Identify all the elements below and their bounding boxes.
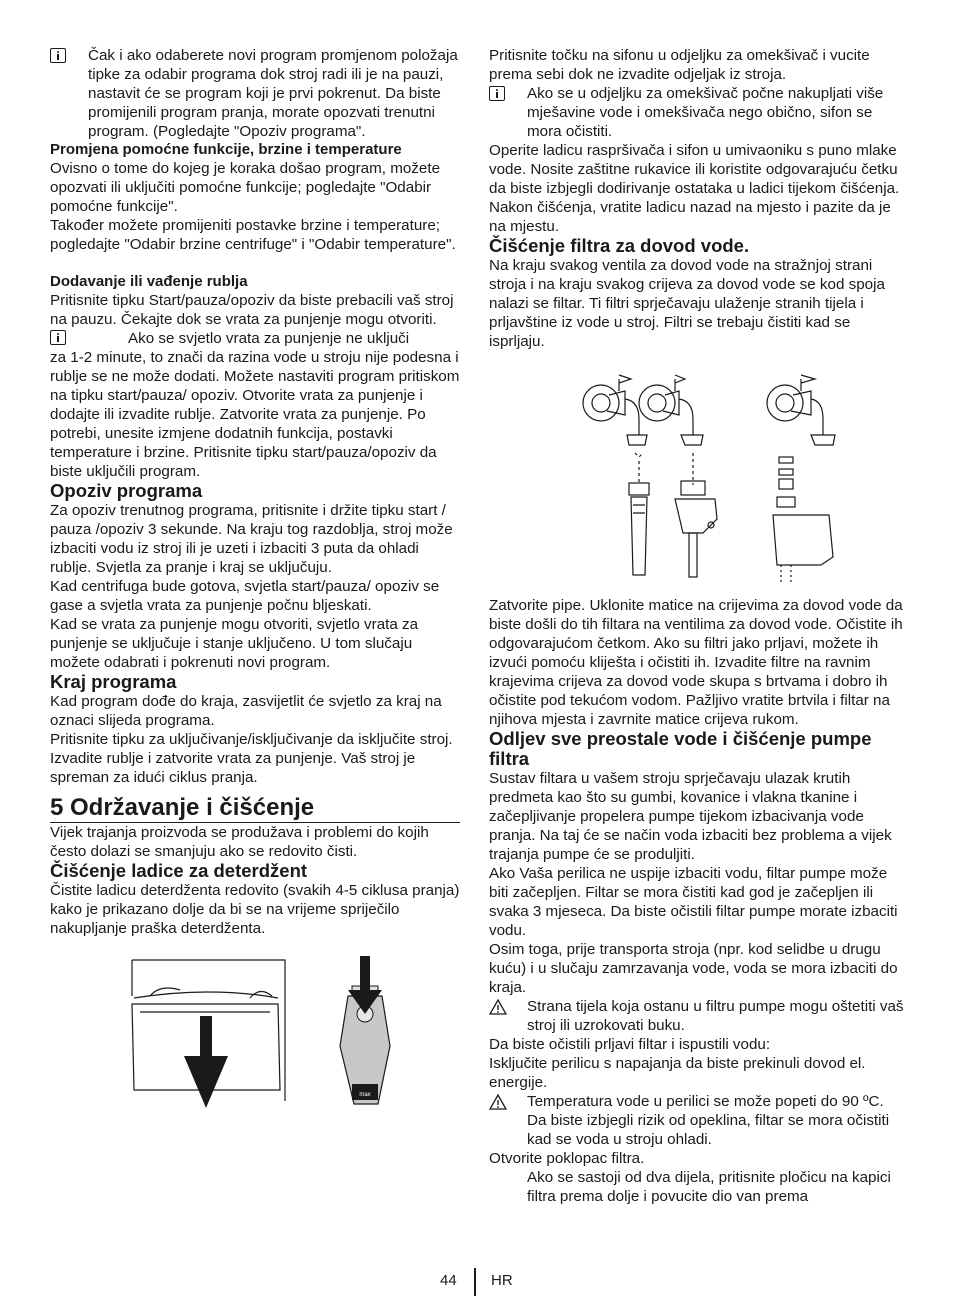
heading-end-program: Kraj programa [50,671,177,692]
heading-change-functions: Promjena pomoćne funkcije, brzine i temperature [50,141,402,158]
paragraph: Ako se sastoji od dva dijela, pritisnite pločicu na kapici filtra prema dolje i povucite dio van prema [527,1169,891,1205]
paragraph: Osim toga, prije transporta stroja (npr. kod selidbe u drugu kuću) i u slučaju zamrzavanja vode, voda se mora izbaciti do kraja. [489,941,898,996]
paragraph: Ako Vaša perilica ne uspije izbaciti vodu, filtar pumpe može biti začepljen. Filtar se mora čistiti kad god je začepljen ili svaka 3 mjeseca. Da biste očistili filtar pumpe morate izbaciti vodu. [489,865,898,939]
paragraph: Na kraju svakog ventila za dovod vode na stražnjoj strani stroja i na kraju svakog crijeva za dovod vode se kod spoja nalazi se filtar. Ti filtri sprječavaju ulaženje stranih tijela i prljavštine iz vode u stroj. Filtri se trebaju čistiti kad se isprljaju. [489,257,885,350]
warning-note-foreign-objects [489,997,905,1035]
heading-cancel-program: Opoziv programa [50,480,203,501]
info-note-door-light [50,329,460,481]
info-icon [50,330,66,345]
paragraph: Isključite perilicu s napajanja da biste prekinuli dovod el. energije. [489,1055,866,1091]
heading-clean-inlet-filter: Čišćenje filtra za dovod vode. [489,235,750,256]
heading-clean-drawer: Čišćenje ladice za deterdžent [50,860,308,881]
warning-note-hot-water [489,1092,905,1149]
heading-add-remove-laundry: Dodavanje ili vađenje rublja [50,273,248,290]
info-note-softener [489,84,905,141]
note-text: Ako se svjetlo vrata za punjenje ne uključi [128,330,410,347]
max-label: max [359,1092,371,1098]
note-text: Strana tijela koja ostanu u filtru pumpe mogu oštetiti vaš stroj ili uzrokovati buku. [527,998,904,1034]
paragraph: Pritisnite tipku za uključivanje/isključivanje da isključite stroj. Izvadite rublje i zatvorite vrata za punjenje. Vaš stroj je spreman za idući ciklus pranja. [50,731,453,786]
paragraph: Vijek trajanja proizvoda se produžava i problemi do kojih često dolazi se smanjuju ako se redovito čisti. [50,824,429,860]
paragraph: Pritisnite tipku Start/pauza/opoziv da biste prebacili vaš stroj na pauzu. Čekajte dok se vrata za punjenje mogu otvoriti. [50,292,454,328]
paragraph: Kad se vrata za punjenje mogu otvoriti, svjetlo vrata za punjenje se uključuje i stanje uključeno. U tom slučaju možete odabrati i pokrenuti novi program. [50,616,419,671]
info-note-program-change [50,46,460,141]
left-column [50,46,460,1111]
paragraph: Za opoziv trenutnog programa, pritisnite i držite tipku start / pauza /opoziv 3 sekunde. Na kraju tog razdoblja, stroj može izbaciti vodu iz stroj ili je uzeti i izbaciti 3 puta da ohladi rublje. Svjetla za pranje i kraj se uključuju. [50,502,453,576]
paragraph: Sustav filtara u vašem stroju sprječavaju ulazak krutih predmeta kao što su gumbi, kovanice i vlakna tkanine i začepljivanje propelera pumpe tijekom izbacivanja vode pranja. Na taj će se način voda izbaciti bez problema a vijek trajanja pumpe će se produljiti. [489,770,892,863]
paragraph: Operite ladicu raspršivača i sifon u umivaoniku s puno mlake vode. Nosite zaštitne rukavice ili koristite odgovarajuću četku da biste izbjegli dodirivanje ostataka u ladici tijekom čišćenja. Nakon čišćenja, vratite ladicu nazad na mjesto i pazite da je na mjestu. [489,142,900,235]
paragraph: Također možete promijeniti postavke brzine i temperature; pogledajte "Odabir brzine centrifuge" i "Odabir temperature". [50,217,456,253]
page-number: 44 [440,1272,457,1289]
footer-divider [474,1268,476,1296]
section-title-maintenance: 5 Održavanje i čišćenje [50,795,460,823]
paragraph: Zatvorite pipe. Uklonite matice na crijevima za dovod vode da biste došli do tih filtara na ventilima za dovod vode. Očistite ih odgovarajućom četkom. Ako su filtri jako prljavi, možete ih izvući pomoću kliješta i očistiti ih. Izvadite filtre na ravnim krajevima crijeva za dovod vode skupa s brtvama i dobro ih očistite pod tekućom vodom. Pažljivo vratite brtvila i filtar na njihova mjesta i zavrnite matice crijeva rukom. [489,597,903,728]
paragraph: Kad centrifuga bude gotova, svjetla start/pauza/ opoziv se gase a svjetla vrata za punjenje počnu bljeskati. [50,578,440,614]
note-text: za 1-2 minute, to znači da razina vode u stroju nije podesna i rublje se ne može dodati. Možete nastaviti program pritiskom na tipku start/pauza/ opoziv. Otvorite vrata za punjenje i dodajte ili izvadite rublje. Zatvorite vrata za punjenje. Po potrebi, unesite izmjene dodatnih funkcija, postavki temperature i brzine. Pritisnite tipku start/pauza/opoziv da biste uključili program. [50,349,460,480]
info-icon [50,48,66,63]
water-inlet-filters-illustration [489,365,905,590]
info-icon [489,86,505,101]
note-text: Ako se u odjeljku za omekšivač počne nakupljati više mješavine vode i omekšivača nego obično, sifon se mora očistiti. [527,85,884,140]
paragraph: Pritisnite točku na sifonu u odjeljku za omekšivač i vucite prema sebi dok ne izvadite odjeljak iz stroja. [489,47,870,83]
note-text: Čak i ako odaberete novi program promjenom položaja tipke za odabir programa dok stroj radi ili je na pauzi, nastavit će se program koji je prvi pokrenut. Da biste promijenili program pranja, morate opozvati trenutni program. (Pogledajte "Opoziv programa". [88,47,458,140]
language-code: HR [491,1272,513,1289]
note-text: Temperatura vode u perilici se može popeti do 90 ºC. Da biste izbjegli rizik od opeklina, filtar se mora očistiti kad se voda u stroju ohladi. [527,1093,890,1148]
heading-drain-water-pump-filter: Odljev sve preostale vode i čišćenje pumpe filtra [489,728,872,769]
paragraph: Otvorite poklopac filtra. [489,1150,645,1167]
paragraph: Kad program dođe do kraja, zasvijetlit će svjetlo za kraj na oznaci slijeda programa. [50,693,442,729]
detergent-drawer-illustration [50,956,460,1111]
tap-illustration [767,375,835,585]
paragraph: Da biste očistili prljavi filtar i ispustili vodu: [489,1036,771,1053]
paragraph: Čistite ladicu deterdženta redovito (svakih 4-5 ciklusa pranja) kako je prikazano dolje da bi se na vrijeme spriječilo nakupljanje praška deterdženta. [50,882,460,937]
tap-illustration [639,375,717,577]
warning-icon [489,999,507,1015]
warning-icon [489,1094,507,1110]
paragraph: Ovisno o tome do kojeg je koraka došao program, možete opozvati ili uključiti pomoćne funkcije; pogledajte "Odabir pomoćne funkcije". [50,160,441,215]
right-column [489,46,905,1206]
